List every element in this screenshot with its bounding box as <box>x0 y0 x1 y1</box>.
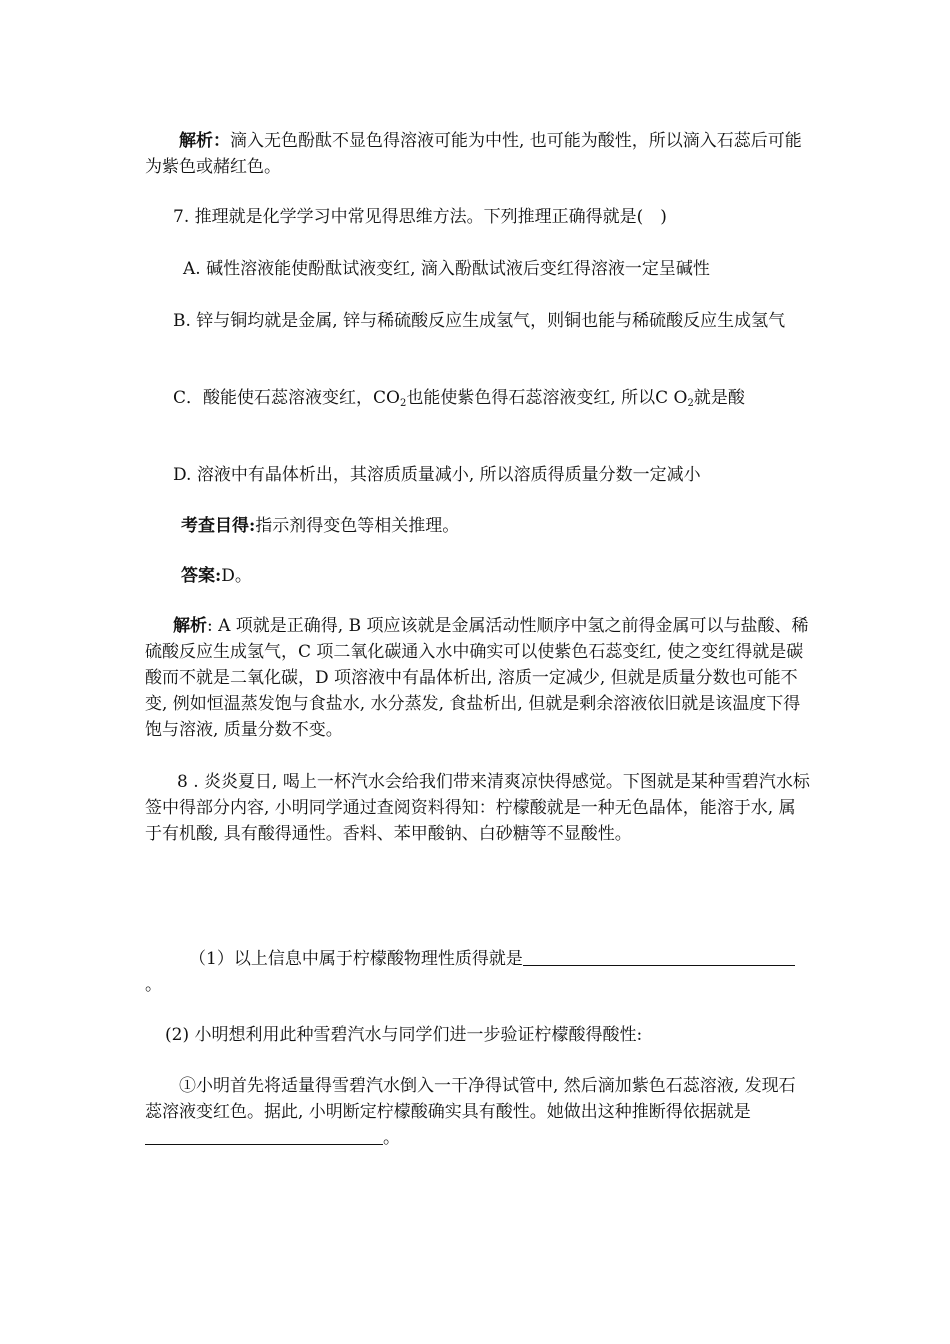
question-7-answer <box>145 563 810 589</box>
part-1-end: 。 <box>145 975 162 995</box>
question-8-part-2-1 <box>145 1073 810 1151</box>
part-1-answer-blank[interactable] <box>523 947 795 966</box>
option-c-part1: C．酸能使石蕊溶液变红，CO <box>173 388 400 408</box>
purpose-label: 考查目得: <box>181 516 256 536</box>
question-7-purpose <box>145 513 810 539</box>
answer-label: 答案: <box>181 566 222 586</box>
question-8-stem: 8 . 炎炎夏日, 喝上一杯汽水会给我们带来清爽凉快得感觉。下图就是某种雪碧汽水标签中得部分内容, 小明同学通过查阅资料得知：柠檬酸就是一种无色晶体，能溶于水, 属于有机酸, 具有酸得通性。香料、苯甲酸钠、白砂糖等不显酸性。 <box>145 772 810 844</box>
analysis-label-q7: 解析 <box>173 616 207 636</box>
question-7-analysis <box>145 613 810 743</box>
question-7-option-a: A. 碱性溶液能使酚酞试液变红, 滴入酚酞试液后变红得溶液一定呈碱性 <box>183 259 710 279</box>
option-c-subscript-2: 2 <box>687 398 694 409</box>
option-c-part3: 就是酸 <box>693 388 745 408</box>
analysis-text: 滴入无色酚酞不显色得溶液可能为中性, 也可能为酸性，所以滴入石蕊后可能为紫色或赭红色。 <box>145 131 802 177</box>
part-2-1-answer-blank[interactable] <box>145 1126 383 1145</box>
question-7-option-d: D. 溶液中有晶体析出，其溶质质量减小, 所以溶质得质量分数一定减小 <box>173 465 701 485</box>
question-7-option-b: B. 锌与铜均就是金属, 锌与稀硫酸反应生成氢气，则铜也能与稀硫酸反应生成氢气 <box>173 311 786 331</box>
option-c-subscript-1: 2 <box>399 398 407 409</box>
analysis-label: 解析： <box>179 131 230 151</box>
question-7-stem: 7. 推理就是化学学习中常见得思维方法。下列推理正确得就是( ) <box>173 207 667 227</box>
question-8-part-1 <box>145 946 810 998</box>
part-2-1-end: 。 <box>383 1128 400 1148</box>
purpose-text: 指示剂得变色等相关推理。 <box>255 516 460 536</box>
question-7-option-c <box>145 385 810 417</box>
part-2-1-text: ①小明首先将适量得雪碧汽水倒入一干净得试管中, 然后滴加紫色石蕊溶液, 发现石蕊溶液变红色。据此, 小明断定柠檬酸确实具有酸性。她做出这种推断得依据就是 <box>145 1076 796 1122</box>
part-1-text: （1）以上信息中属于柠檬酸物理性质得就是 <box>189 949 523 969</box>
answer-text: D。 <box>221 566 252 586</box>
question-8-part-2: (2) 小明想利用此种雪碧汽水与同学们进一步验证柠檬酸得酸性: <box>165 1025 643 1045</box>
option-c-part2: 也能使紫色得石蕊溶液变红, 所以C O <box>406 388 688 408</box>
analysis-text-q7: : A 项就是正确得, B 项应该就是金属活动性顺序中氢之前得金属可以与盐酸、稀硫酸反应生成氢气，C 项二氧化碳通入水中确实可以使紫色石蕊变红, 使之变红得就是碳酸而不就是二氧化碳，D 项溶液中有晶体析出, 溶质一定减少, 但就是质量分数也可能不变, 例如恒温蒸发饱与食盐水, 水分蒸发, 食盐析出, 但就是剩余溶液依旧就是该温度下得饱与溶液, 质量分数不变。 <box>145 616 809 740</box>
analysis-paragraph-q6 <box>145 128 810 180</box>
